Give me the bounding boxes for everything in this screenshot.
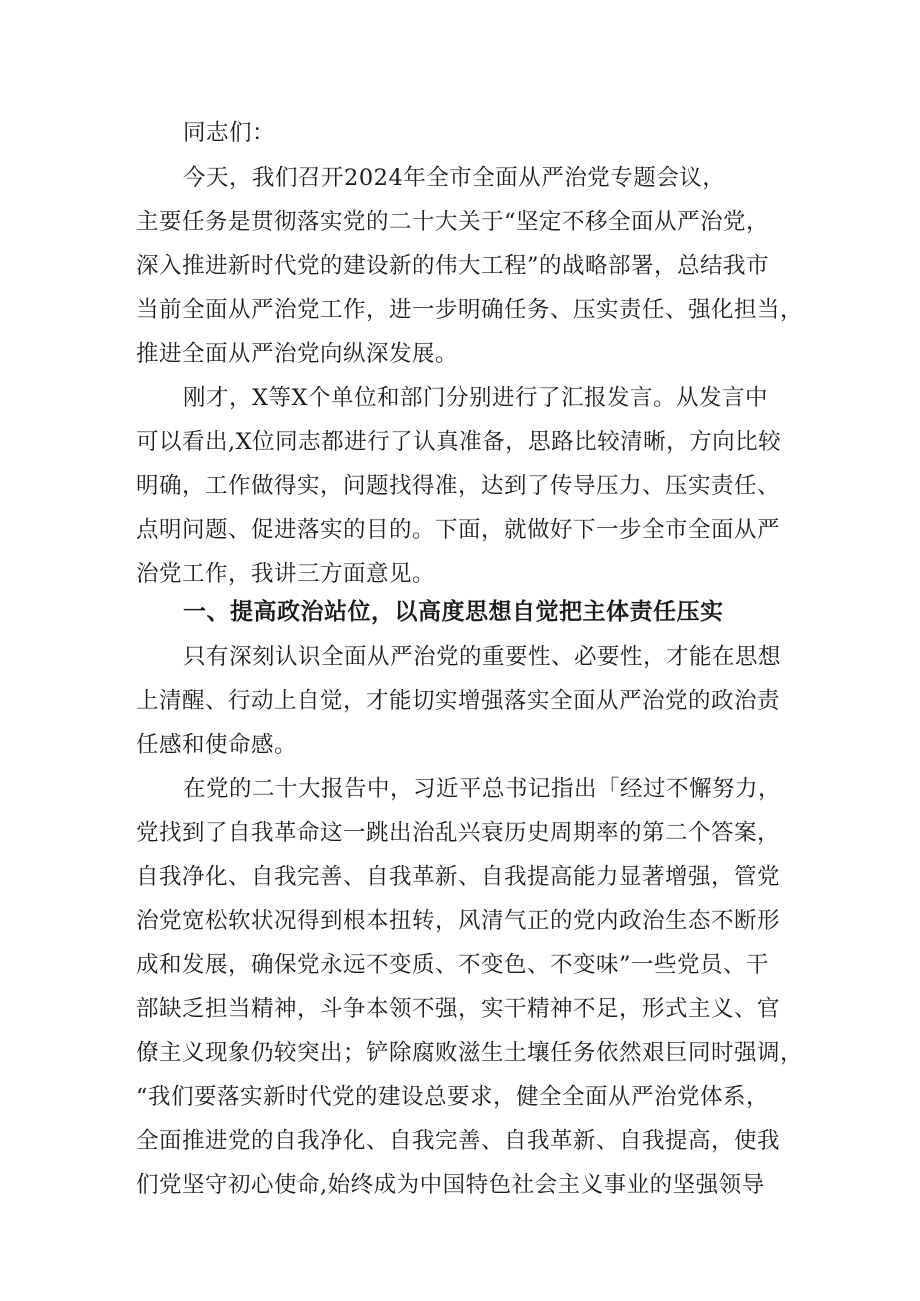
paragraph-line: 全面推进党的自我净化、自我完善、自我革新、自我提高，使我 bbox=[136, 1128, 781, 1154]
paragraph-line: 部缺乏担当精神，斗争本领不强，实干精神不足，形式主义、官 bbox=[136, 996, 781, 1022]
section-heading: 一、提高政治站位，以高度思想自觉把主体责任压实 bbox=[183, 599, 724, 625]
paragraph-line: 上清醒、行动上自觉，才能切实增强落实全面从严治党的政治责 bbox=[136, 688, 781, 714]
paragraph-line: 刚才，X等X个单位和部门分别进行了汇报发言。从发言中 bbox=[183, 385, 769, 411]
paragraph-line: 只有深刻认识全面从严治党的重要性、必要性，才能在思想 bbox=[183, 644, 782, 670]
paragraph-line: 在党的二十大报告中，习近平总书记指出「经过不懈努力， bbox=[183, 776, 782, 802]
salutation: 同志们： bbox=[183, 120, 276, 146]
paragraph-line: 党找到了自我革命这一跳出治乱兴衰历史周期率的第二个答案， bbox=[136, 820, 781, 846]
paragraph-line: “我们要落实新时代党的建设总要求，健全全面从严治党体系， bbox=[136, 1084, 770, 1110]
paragraph-line: 自我净化、自我完善、自我革新、自我提高能力显著增强，管党 bbox=[136, 864, 781, 890]
paragraph-line: 点明问题、促进落实的目的。下面，就做好下一步全市全面从严 bbox=[136, 517, 781, 543]
paragraph-line: 明确，工作做得实，问题找得准，达到了传导压力、压实责任、 bbox=[136, 473, 781, 499]
paragraph-line: 主要任务是贯彻落实党的二十大关于“坚定不移全面从严治党， bbox=[136, 209, 770, 235]
paragraph-line: 们党坚守初心使命,始终成为中国特色社会主义事业的坚强领导 bbox=[136, 1172, 765, 1198]
paragraph-line: 治党宽松软状况得到根本扭转，风清气正的党内政治生态不断形 bbox=[136, 908, 781, 934]
paragraph-line: 当前全面从严治党工作，进一步明确任务、压实责任、强化担当， bbox=[136, 297, 804, 323]
paragraph-line: 推进全面从严治党向纵深发展。 bbox=[136, 341, 459, 367]
paragraph-line: 治党工作，我讲三方面意见。 bbox=[136, 561, 436, 587]
paragraph-line: 今天，我们召开2024年全市全面从严治党专题会议， bbox=[183, 165, 726, 191]
paragraph-line: 任感和使命感。 bbox=[136, 732, 298, 758]
paragraph-line: 深入推进新时代党的建设新的伟大工程”的战略部署，总结我市 bbox=[136, 253, 770, 279]
paragraph-line: 成和发展，确保党永远不变质、不变色、不变味”一些党员、干 bbox=[136, 952, 770, 978]
paragraph-line: 可以看出,X位同志都进行了认真准备，思路比较清晰，方向比较 bbox=[136, 429, 782, 455]
paragraph-line: 僚主义现象仍较突出；铲除腐败滋生土壤任务依然艰巨同时强调， bbox=[136, 1040, 804, 1066]
